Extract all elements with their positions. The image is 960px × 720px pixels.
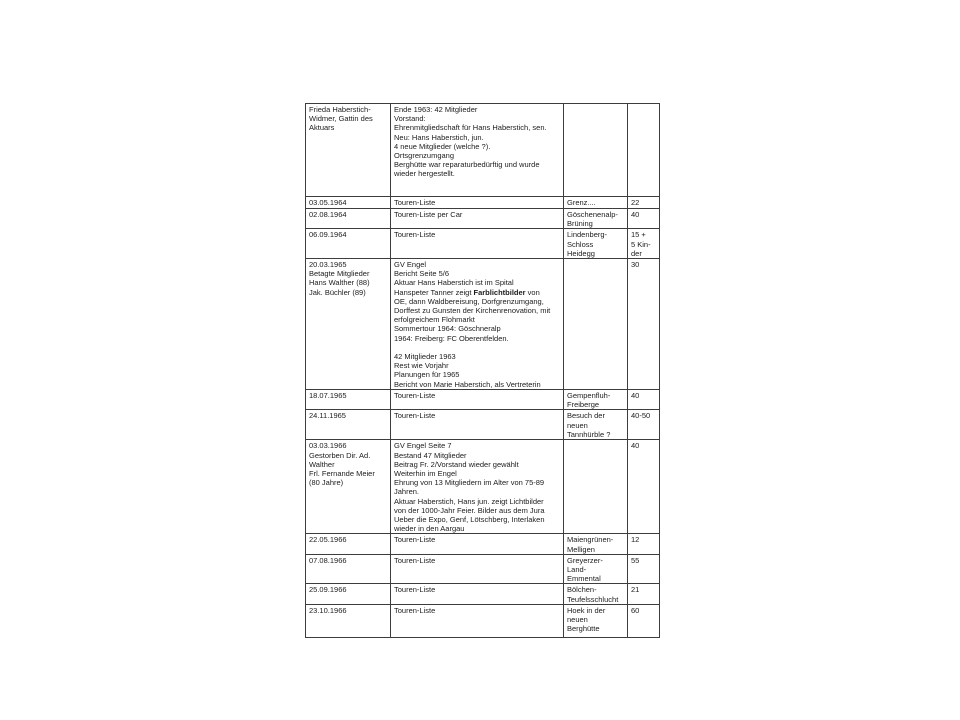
- text-line: 18.07.1965: [309, 391, 347, 401]
- cell-date-or-persons: [306, 229, 391, 259]
- text-line: Ehrung von 13 Mitgliedern im Alter von 75-89: [394, 478, 545, 488]
- text-line: wieder hergestellt.: [394, 169, 455, 179]
- cell-destination: [564, 534, 628, 554]
- text-line: Teufelsschlucht: [567, 594, 619, 604]
- table-row: [306, 584, 660, 604]
- cell-description: [391, 229, 564, 259]
- text-line: Aktuar Haberstich, Hans jun. zeigt Lichtbilder: [394, 496, 544, 506]
- text-line: (80 Jahre): [309, 478, 344, 488]
- text-line: [394, 288, 561, 297]
- text-line: Land-: [567, 565, 587, 575]
- cell-count: [628, 390, 660, 410]
- text-line: 15 +: [631, 230, 646, 240]
- text-line: 23.10.1966: [309, 605, 347, 615]
- text-segment: von: [525, 287, 540, 297]
- cell-destination: [564, 259, 628, 390]
- text-line: Frl. Fernande Meier: [309, 469, 375, 479]
- table-row: [306, 390, 660, 410]
- text-line: Planungen für 1965: [394, 370, 460, 380]
- text-line: 22: [631, 198, 640, 207]
- text-line: 40: [631, 391, 640, 401]
- text-line: Jak. Büchler (89): [309, 287, 366, 297]
- text-line: 03.03.1966: [309, 441, 347, 451]
- table-row: [306, 554, 660, 584]
- cell-destination: [564, 440, 628, 534]
- text-line: 1964: Freiberg: FC Oberentfelden.: [394, 333, 509, 343]
- text-line: neuen: [567, 420, 588, 430]
- cell-date-or-persons: [306, 259, 391, 390]
- cell-date-or-persons: [306, 410, 391, 440]
- text-line: der: [631, 248, 642, 258]
- text-line: Touren-Liste: [394, 605, 436, 615]
- text-line: 5 Kin-: [631, 239, 651, 249]
- cell-destination: [564, 584, 628, 604]
- text-line: Rest wie Vorjahr: [394, 361, 449, 371]
- text-line: von der 1000-Jahr Feier. Bilder aus dem Jura: [394, 505, 545, 515]
- text-line: Jahren.: [394, 487, 420, 497]
- text-line: 02.08.1964: [309, 210, 347, 219]
- text-line: Frieda Haberstich-: [309, 105, 371, 114]
- text-segment: Hanspeter Tanner zeigt: [394, 287, 474, 297]
- text-line: wieder in den Aargau: [394, 524, 465, 534]
- text-line: Vorstand:: [394, 114, 426, 124]
- text-line: Berghütte: [567, 624, 600, 634]
- minutes-table: [305, 103, 660, 638]
- text-line: Neu: Hans Haberstich, jun.: [394, 132, 484, 142]
- cell-destination: [564, 229, 628, 259]
- text-line: Schloss: [567, 239, 594, 249]
- text-line: Tannhürble ?: [567, 429, 611, 439]
- text-line: Grenz....: [567, 198, 596, 207]
- table-row: [306, 197, 660, 209]
- text-line: Sommertour 1964: Göschneralp: [394, 324, 501, 334]
- cell-date-or-persons: [306, 197, 391, 209]
- text-line: 21: [631, 585, 640, 595]
- text-line: Freiberge: [567, 400, 600, 410]
- table-row: [306, 604, 660, 637]
- text-line: 03.05.1964: [309, 198, 347, 207]
- text-line: 30: [631, 260, 640, 270]
- text-line: Ueber die Expo, Genf, Lötschberg, Interlaken: [394, 515, 545, 525]
- text-line: OE, dann Waldbereisung, Dorfgrenzumgang,: [394, 296, 544, 306]
- cell-destination: [564, 390, 628, 410]
- cell-destination: [564, 604, 628, 637]
- text-line: Berghütte war reparaturbedürftig und wurde: [394, 160, 540, 170]
- text-line: Touren-Liste: [394, 535, 436, 545]
- text-line: Maiengrünen-: [567, 535, 614, 545]
- table-row: [306, 229, 660, 259]
- cell-count: [628, 197, 660, 209]
- cell-count: [628, 209, 660, 229]
- text-line: GV Engel Seite 7: [394, 441, 452, 451]
- text-line: Bericht von Marie Haberstich, als Vertreterin: [394, 379, 541, 389]
- text-line: 4 neue Mitglieder (welche ?).: [394, 141, 491, 151]
- cell-description: [391, 604, 564, 637]
- cell-count: [628, 229, 660, 259]
- cell-date-or-persons: [306, 390, 391, 410]
- cell-description: [391, 209, 564, 229]
- text-line: Bölchen-: [567, 585, 597, 595]
- text-line: 25.09.1966: [309, 585, 347, 595]
- cell-count: [628, 584, 660, 604]
- text-line: Touren-Liste: [394, 411, 436, 421]
- text-line: Beitrag Fr. 2/Vorstand wieder gewählt: [394, 459, 519, 469]
- text-line: 24.11.1965: [309, 411, 346, 421]
- text-line: Greyerzer-: [567, 555, 603, 565]
- cell-date-or-persons: [306, 554, 391, 584]
- cell-date-or-persons: [306, 440, 391, 534]
- cell-count: [628, 440, 660, 534]
- text-line: Ortsgrenzumgang: [394, 151, 455, 161]
- cell-date-or-persons: [306, 534, 391, 554]
- text-line: Aktuars: [309, 123, 335, 133]
- text-line: Touren-Liste: [394, 585, 436, 595]
- cell-destination: [564, 197, 628, 209]
- table-row: [306, 104, 660, 197]
- text-line: 06.09.1964: [309, 230, 347, 240]
- text-line: Touren-Liste: [394, 391, 436, 401]
- text-line: 12: [631, 535, 640, 545]
- cell-description: [391, 534, 564, 554]
- cell-destination: [564, 410, 628, 440]
- text-line: Heidegg: [567, 248, 595, 258]
- text-line: GV Engel: [394, 260, 427, 270]
- table-row: [306, 440, 660, 534]
- cell-count: [628, 534, 660, 554]
- cell-date-or-persons: [306, 209, 391, 229]
- cell-date-or-persons: [306, 584, 391, 604]
- text-line: Widmer, Gattin des: [309, 114, 373, 124]
- text-line: 42 Mitglieder 1963: [394, 352, 456, 362]
- bold-text-segment: Farblichtbilder: [473, 287, 526, 297]
- cell-description: [391, 554, 564, 584]
- cell-description: [391, 104, 564, 197]
- cell-description: [391, 584, 564, 604]
- table-body: [306, 104, 660, 638]
- cell-description: [391, 390, 564, 410]
- text-line: 07.08.1966: [309, 555, 347, 565]
- cell-count: [628, 104, 660, 197]
- text-line: Touren-Liste: [394, 555, 436, 565]
- text-line: Betagte Mitglieder: [309, 269, 370, 279]
- cell-date-or-persons: [306, 104, 391, 197]
- table-row: [306, 209, 660, 229]
- cell-description: [391, 259, 564, 390]
- cell-description: [391, 197, 564, 209]
- cell-destination: [564, 104, 628, 197]
- text-line: Ehrenmitgliedschaft für Hans Haberstich, sen.: [394, 123, 547, 133]
- text-line: neuen: [567, 615, 588, 625]
- text-line: 55: [631, 555, 640, 565]
- text-line: 22.05.1966: [309, 535, 347, 545]
- text-line: Melligen: [567, 544, 595, 554]
- text-line: Dorffest zu Gunsten der Kirchenrenovation, mit: [394, 306, 551, 316]
- text-line: Touren-Liste per Car: [394, 210, 463, 219]
- text-line: 20.03.1965: [309, 260, 347, 270]
- text-line: Gempenfluh-: [567, 391, 611, 401]
- text-line: Bericht Seite 5/6: [394, 269, 450, 279]
- cell-destination: [564, 554, 628, 584]
- text-line: Bestand 47 Mitglieder: [394, 450, 467, 460]
- text-line: Göschenenalp-: [567, 210, 618, 219]
- text-line: [394, 343, 561, 352]
- cell-description: [391, 440, 564, 534]
- text-line: Hoek in der: [567, 605, 606, 615]
- text-line: 60: [631, 605, 640, 615]
- text-line: Besuch der: [567, 411, 605, 421]
- text-line: Ende 1963: 42 Mitglieder: [394, 105, 478, 114]
- cell-count: [628, 554, 660, 584]
- text-line: Aktuar Hans Haberstich ist im Spital: [394, 278, 514, 288]
- table-row: [306, 534, 660, 554]
- table-row: [306, 259, 660, 390]
- cell-count: [628, 259, 660, 390]
- text-line: Walther: [309, 459, 335, 469]
- text-line: Brüning: [567, 219, 593, 229]
- cell-count: [628, 410, 660, 440]
- text-line: Weiterhin im Engel: [394, 469, 457, 479]
- cell-destination: [564, 209, 628, 229]
- cell-count: [628, 604, 660, 637]
- text-line: 40: [631, 210, 640, 219]
- text-line: 40-50: [631, 411, 651, 421]
- table-row: [306, 410, 660, 440]
- text-line: Lindenberg-: [567, 230, 608, 240]
- text-line: Touren-Liste: [394, 230, 436, 240]
- text-line: Gestorben Dir. Ad.: [309, 450, 371, 460]
- text-line: Hans Walther (88): [309, 278, 370, 288]
- cell-date-or-persons: [306, 604, 391, 637]
- text-line: Touren-Liste: [394, 198, 436, 207]
- text-line: Emmental: [567, 574, 601, 584]
- cell-description: [391, 410, 564, 440]
- text-line: 40: [631, 441, 640, 451]
- text-line: erfolgreichem Flohmarkt: [394, 315, 475, 325]
